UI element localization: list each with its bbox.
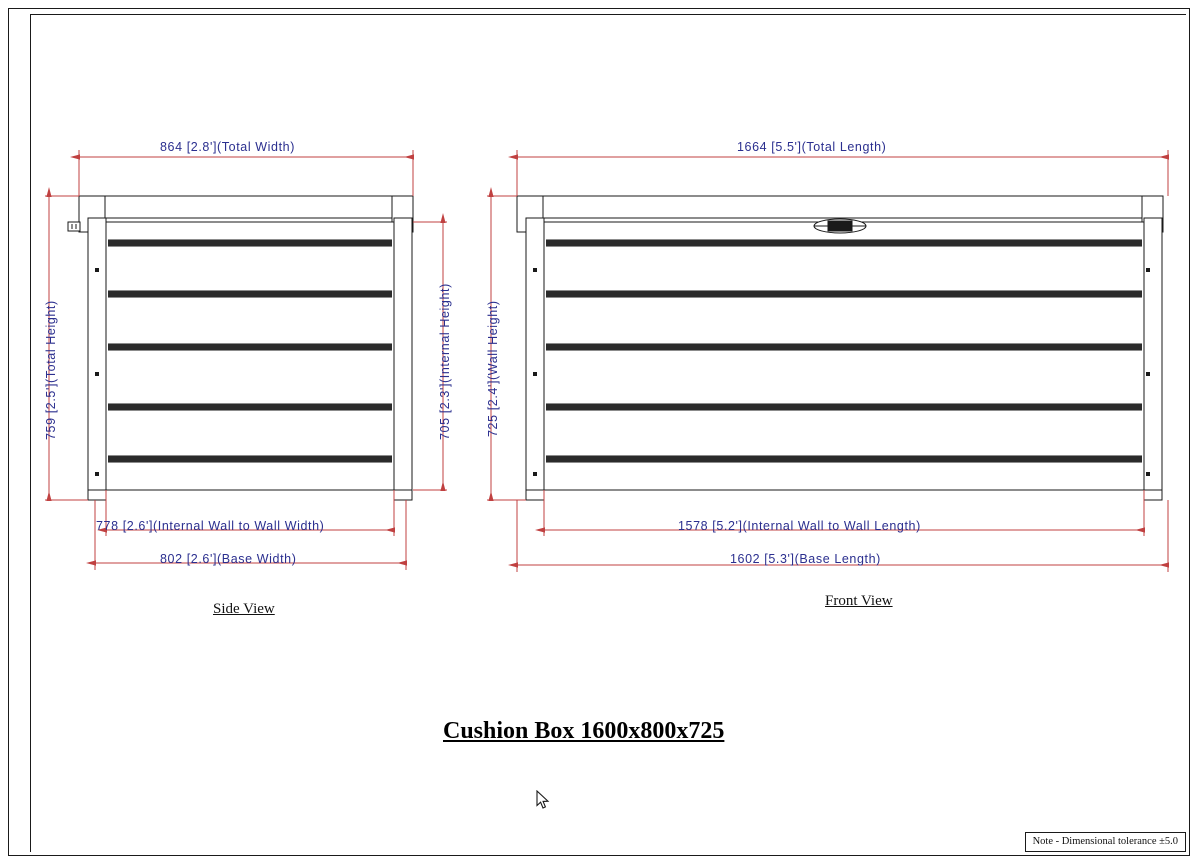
dim-side-internal-wall-to-wall-width: 778 [2.6'](Internal Wall to Wall Width) [96, 519, 325, 533]
dim-side-total-width: 864 [2.8'](Total Width) [160, 140, 295, 154]
page-title: Cushion Box 1600x800x725 [443, 718, 725, 744]
front-view-geometry [517, 196, 1163, 500]
dim-front-base-length: 1602 [5.3'](Base Length) [730, 552, 881, 566]
front-view-label: Front View [825, 593, 893, 609]
side-view-geometry [68, 196, 413, 500]
lid-handle-detail [814, 219, 866, 233]
tolerance-note: Note - Dimensional tolerance ±5.0 [1025, 832, 1186, 852]
dim-side-internal-height: 705 [2.3'](Internal Height) [438, 283, 452, 440]
side-view-label: Side View [213, 601, 275, 617]
dim-front-total-length: 1664 [5.5'](Total Length) [737, 140, 887, 154]
dim-front-wall-height: 725 [2.4'](Wall Height) [486, 300, 500, 437]
mouse-cursor-icon [536, 790, 550, 810]
dim-front-internal-wall-to-wall-length: 1578 [5.2'](Internal Wall to Wall Length) [678, 519, 921, 533]
dim-side-base-width: 802 [2.6'](Base Width) [160, 552, 297, 566]
dim-side-total-height: 759 [2.5'](Total Height) [44, 300, 58, 440]
